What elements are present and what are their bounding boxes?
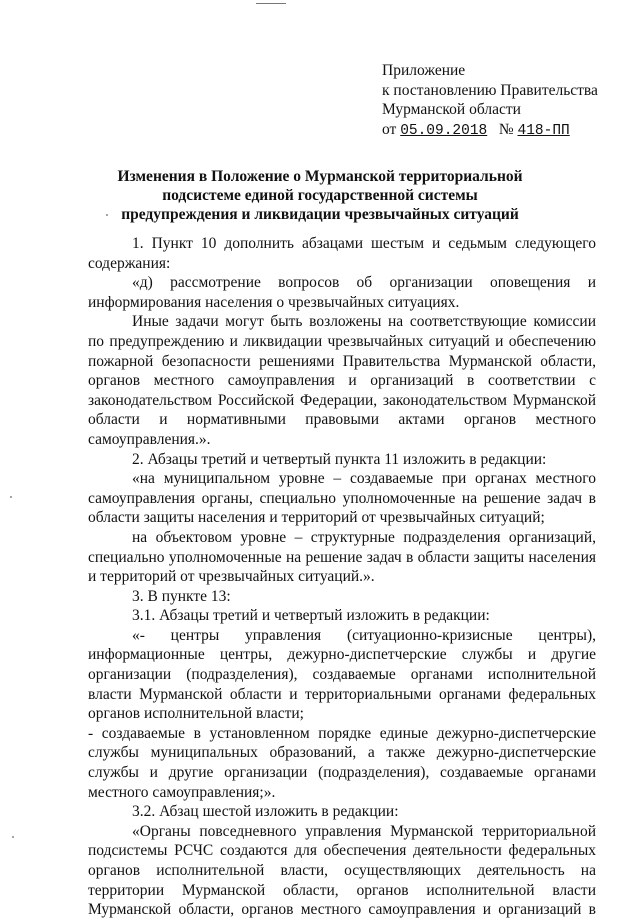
number-prefix: № <box>498 120 514 138</box>
document-title: Изменения в Положение о Мурманской территориальной подсистеме единой государственной системы предупреждения и ликвидации чрезвычайных ситуаций <box>117 168 523 223</box>
scan-mark <box>256 3 286 4</box>
scan-dot <box>12 836 14 838</box>
attachment-date-line <box>382 120 598 142</box>
paragraph-7: 3. В пункте 13: <box>132 587 231 605</box>
attachment-label: Приложение <box>382 62 466 79</box>
paragraph-10: - создаваемые в установленном порядке единые дежурно-диспетчерские службы муниципальных образований, а также дежурно-диспетчерские службы и другие организации (подразделения), создаваемые органами местного самоуправления;». <box>88 724 596 801</box>
paragraph-1: 1. Пункт 10 дополнить абзацами шестым и седьмым следующего содержания: <box>88 235 596 272</box>
scan-dot <box>10 496 12 498</box>
paragraph-11: 3.2. Абзац шестой изложить в редакции: <box>132 803 399 821</box>
paragraph-8: 3.1. Абзацы третий и четвертый изложить в редакции: <box>132 607 490 625</box>
date-prefix: от <box>382 120 397 138</box>
resolution-date: 05.09.2018 <box>400 122 488 139</box>
document-body <box>88 234 596 920</box>
paragraph-5: «на муниципальном уровне – создаваемые при органах местного самоуправления органы, специально уполномоченные на решение задач в области защиты населения и территорий от чрезвычайных ситуаций; <box>88 470 596 527</box>
paragraph-12: «Органы повседневного управления Мурманской территориальной подсистемы РСЧС создаются для обеспечения деятельности федеральных органов исполнительной власти, осуществляющих деятельность на территории Мурманской области, органов исполнительной власти Мурманской области, органов местного самоуправления и организаций в <box>88 822 596 919</box>
paragraph-4: 2. Абзацы третий и четвертый пункта 11 изложить в редакции: <box>132 450 547 468</box>
paragraph-2: «д) рассмотрение вопросов об организации оповещения и информирования населения о чрезвычайных ситуациях. <box>88 274 596 311</box>
attachment-region: Мурманской области <box>382 101 521 118</box>
resolution-number: 418-ПП <box>517 122 570 139</box>
paragraph-6: на объектовом уровне – структурные подразделения организаций, специально уполномоченные на решение задач в области защиты населения и территорий от чрезвычайных ситуаций.». <box>88 528 596 586</box>
attachment-block <box>382 61 598 141</box>
paragraph-9: «- центры управления (ситуационно-кризисные центры), информационные центры, дежурно-диспетчерские службы и другие организации (подразделения), создаваемые органами исполнительной власти Мурманской области и территориальными органами федеральных органов исполнительной власти; <box>88 626 596 723</box>
attachment-resolution: к постановлению Правительства <box>382 81 598 99</box>
paragraph-3: Иные задачи могут быть возложены на соответствующие комиссии по предупреждению и ликвидации чрезвычайных ситуаций и обеспечению пожарной безопасности решениями Правительства Мурманской области, органов местного самоуправления и организаций в соответствии с законодательством Российской Федерации, законодательством Мурманской области и нормативными правовыми актами органов местного самоуправления.». <box>88 313 596 448</box>
